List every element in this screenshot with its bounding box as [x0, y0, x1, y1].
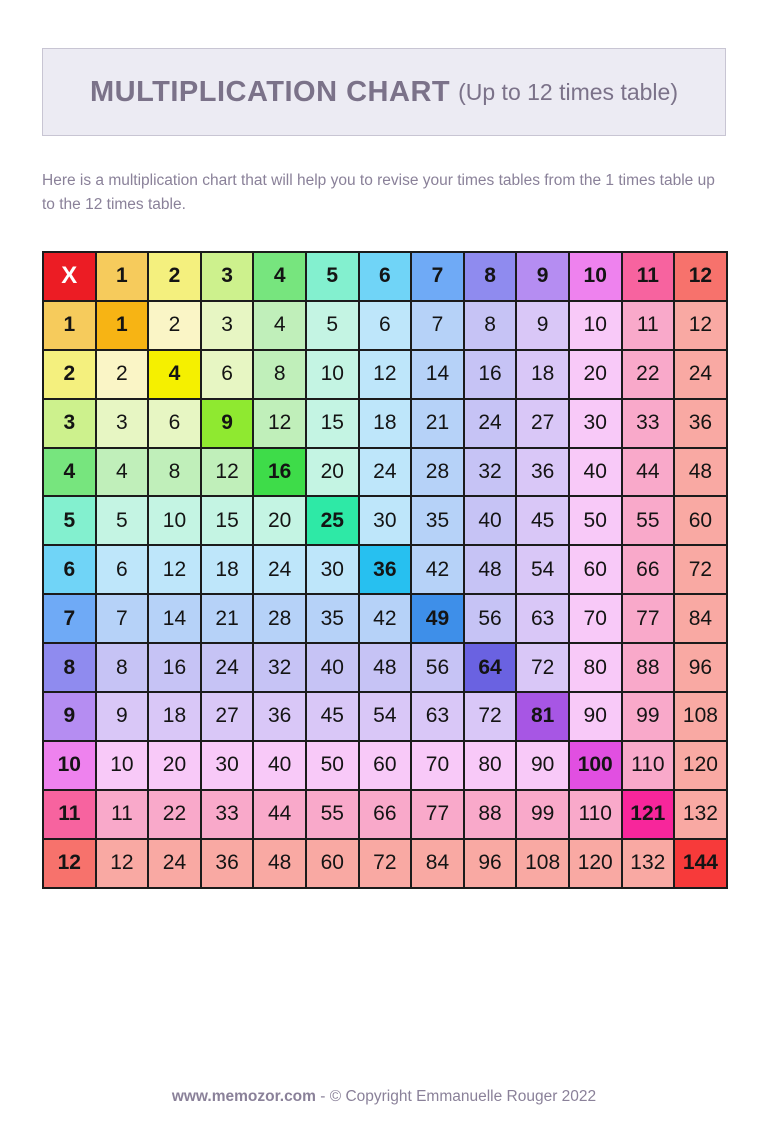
cell-4x9: 36 [516, 448, 569, 497]
cell-4x1: 4 [96, 448, 149, 497]
cell-12x9: 108 [516, 839, 569, 888]
column-header-2: 2 [148, 252, 201, 301]
cell-9x4: 36 [253, 692, 306, 741]
cell-11x6: 66 [359, 790, 412, 839]
cell-8x11: 88 [622, 643, 675, 692]
cell-10x7: 70 [411, 741, 464, 790]
cell-11x2: 22 [148, 790, 201, 839]
cell-1x6: 6 [359, 301, 412, 350]
cell-10x10: 100 [569, 741, 622, 790]
column-header-3: 3 [201, 252, 254, 301]
website-text: www.memozor.com [171, 1088, 316, 1105]
cell-8x1: 8 [96, 643, 149, 692]
table-row [43, 496, 727, 545]
cell-12x11: 132 [622, 839, 675, 888]
cell-5x10: 50 [569, 496, 622, 545]
page [0, 48, 768, 1134]
cell-1x9: 9 [516, 301, 569, 350]
cell-2x9: 18 [516, 350, 569, 399]
column-header-6: 6 [359, 252, 412, 301]
cell-5x1: 5 [96, 496, 149, 545]
cell-7x4: 28 [253, 594, 306, 643]
cell-10x12: 120 [674, 741, 727, 790]
cell-5x7: 35 [411, 496, 464, 545]
cell-7x10: 70 [569, 594, 622, 643]
table-row [43, 545, 727, 594]
cell-2x2: 4 [148, 350, 201, 399]
cell-6x6: 36 [359, 545, 412, 594]
cell-8x8: 64 [464, 643, 517, 692]
cell-10x3: 30 [201, 741, 254, 790]
cell-1x10: 10 [569, 301, 622, 350]
cell-6x12: 72 [674, 545, 727, 594]
cell-12x10: 120 [569, 839, 622, 888]
row-header-11: 11 [43, 790, 96, 839]
cell-6x3: 18 [201, 545, 254, 594]
table-row [43, 643, 727, 692]
column-header-9: 9 [516, 252, 569, 301]
row-header-3: 3 [43, 399, 96, 448]
cell-6x2: 12 [148, 545, 201, 594]
cell-2x11: 22 [622, 350, 675, 399]
column-header-7: 7 [411, 252, 464, 301]
cell-8x6: 48 [359, 643, 412, 692]
column-header-5: 5 [306, 252, 359, 301]
cell-11x7: 77 [411, 790, 464, 839]
cell-5x3: 15 [201, 496, 254, 545]
cell-3x11: 33 [622, 399, 675, 448]
cell-5x12: 60 [674, 496, 727, 545]
cell-1x12: 12 [674, 301, 727, 350]
title-banner [42, 48, 726, 136]
cell-9x6: 54 [359, 692, 412, 741]
cell-3x3: 9 [201, 399, 254, 448]
cell-8x10: 80 [569, 643, 622, 692]
cell-5x11: 55 [622, 496, 675, 545]
cell-1x3: 3 [201, 301, 254, 350]
cell-1x7: 7 [411, 301, 464, 350]
cell-3x6: 18 [359, 399, 412, 448]
cell-7x7: 49 [411, 594, 464, 643]
cell-11x10: 110 [569, 790, 622, 839]
cell-2x7: 14 [411, 350, 464, 399]
cell-1x11: 11 [622, 301, 675, 350]
cell-4x6: 24 [359, 448, 412, 497]
cell-8x4: 32 [253, 643, 306, 692]
cell-1x4: 4 [253, 301, 306, 350]
cell-5x5: 25 [306, 496, 359, 545]
cell-9x5: 45 [306, 692, 359, 741]
cell-9x1: 9 [96, 692, 149, 741]
table-row [43, 594, 727, 643]
cell-11x4: 44 [253, 790, 306, 839]
cell-12x12: 144 [674, 839, 727, 888]
cell-11x11: 121 [622, 790, 675, 839]
cell-10x4: 40 [253, 741, 306, 790]
cell-10x9: 90 [516, 741, 569, 790]
corner-cell: X [43, 252, 96, 301]
cell-9x12: 108 [674, 692, 727, 741]
column-header-1: 1 [96, 252, 149, 301]
cell-2x10: 20 [569, 350, 622, 399]
cell-5x9: 45 [516, 496, 569, 545]
cell-12x2: 24 [148, 839, 201, 888]
cell-4x11: 44 [622, 448, 675, 497]
cell-11x9: 99 [516, 790, 569, 839]
cell-1x5: 5 [306, 301, 359, 350]
table-row [43, 741, 727, 790]
row-header-1: 1 [43, 301, 96, 350]
cell-3x8: 24 [464, 399, 517, 448]
cell-5x4: 20 [253, 496, 306, 545]
row-header-10: 10 [43, 741, 96, 790]
table-row [43, 350, 727, 399]
cell-12x3: 36 [201, 839, 254, 888]
cell-4x12: 48 [674, 448, 727, 497]
cell-7x9: 63 [516, 594, 569, 643]
copyright-text: - © Copyright Emmanuelle Rouger 2022 [315, 1088, 597, 1105]
table-header-row [43, 252, 727, 301]
cell-8x9: 72 [516, 643, 569, 692]
cell-12x7: 84 [411, 839, 464, 888]
table-row [43, 692, 727, 741]
table-row [43, 790, 727, 839]
cell-4x7: 28 [411, 448, 464, 497]
cell-6x10: 60 [569, 545, 622, 594]
column-header-4: 4 [253, 252, 306, 301]
footer [0, 1088, 768, 1106]
cell-2x3: 6 [201, 350, 254, 399]
page-title: MULTIPLICATION CHART [90, 75, 451, 108]
cell-4x3: 12 [201, 448, 254, 497]
table-row [43, 399, 727, 448]
cell-10x6: 60 [359, 741, 412, 790]
cell-2x4: 8 [253, 350, 306, 399]
column-header-10: 10 [569, 252, 622, 301]
cell-11x8: 88 [464, 790, 517, 839]
row-header-6: 6 [43, 545, 96, 594]
cell-4x2: 8 [148, 448, 201, 497]
cell-7x12: 84 [674, 594, 727, 643]
cell-8x3: 24 [201, 643, 254, 692]
row-header-8: 8 [43, 643, 96, 692]
cell-10x2: 20 [148, 741, 201, 790]
cell-6x1: 6 [96, 545, 149, 594]
column-header-11: 11 [622, 252, 675, 301]
multiplication-table [42, 251, 728, 889]
cell-1x2: 2 [148, 301, 201, 350]
cell-1x1: 1 [96, 301, 149, 350]
column-header-8: 8 [464, 252, 517, 301]
cell-10x5: 50 [306, 741, 359, 790]
table-row [43, 301, 727, 350]
cell-9x11: 99 [622, 692, 675, 741]
cell-6x8: 48 [464, 545, 517, 594]
cell-7x8: 56 [464, 594, 517, 643]
cell-6x7: 42 [411, 545, 464, 594]
cell-5x6: 30 [359, 496, 412, 545]
cell-4x4: 16 [253, 448, 306, 497]
cell-9x2: 18 [148, 692, 201, 741]
row-header-4: 4 [43, 448, 96, 497]
cell-2x12: 24 [674, 350, 727, 399]
row-header-5: 5 [43, 496, 96, 545]
cell-7x11: 77 [622, 594, 675, 643]
cell-7x3: 21 [201, 594, 254, 643]
cell-6x5: 30 [306, 545, 359, 594]
cell-4x10: 40 [569, 448, 622, 497]
cell-8x5: 40 [306, 643, 359, 692]
cell-9x3: 27 [201, 692, 254, 741]
cell-7x5: 35 [306, 594, 359, 643]
cell-6x11: 66 [622, 545, 675, 594]
cell-4x8: 32 [464, 448, 517, 497]
cell-10x8: 80 [464, 741, 517, 790]
cell-2x1: 2 [96, 350, 149, 399]
cell-4x5: 20 [306, 448, 359, 497]
cell-10x11: 110 [622, 741, 675, 790]
cell-6x4: 24 [253, 545, 306, 594]
cell-7x2: 14 [148, 594, 201, 643]
page-subtitle: (Up to 12 times table) [458, 78, 678, 105]
cell-7x6: 42 [359, 594, 412, 643]
cell-9x9: 81 [516, 692, 569, 741]
cell-12x8: 96 [464, 839, 517, 888]
cell-2x6: 12 [359, 350, 412, 399]
cell-3x1: 3 [96, 399, 149, 448]
cell-11x12: 132 [674, 790, 727, 839]
cell-11x1: 11 [96, 790, 149, 839]
cell-10x1: 10 [96, 741, 149, 790]
cell-9x7: 63 [411, 692, 464, 741]
cell-1x8: 8 [464, 301, 517, 350]
cell-9x8: 72 [464, 692, 517, 741]
cell-6x9: 54 [516, 545, 569, 594]
cell-2x8: 16 [464, 350, 517, 399]
cell-8x12: 96 [674, 643, 727, 692]
cell-11x5: 55 [306, 790, 359, 839]
cell-12x5: 60 [306, 839, 359, 888]
description-text: Here is a multiplication chart that will help you to revise your times tables from the 1 times table up to the 12 times table. [42, 172, 715, 214]
cell-3x12: 36 [674, 399, 727, 448]
row-header-7: 7 [43, 594, 96, 643]
cell-9x10: 90 [569, 692, 622, 741]
cell-3x9: 27 [516, 399, 569, 448]
cell-3x7: 21 [411, 399, 464, 448]
cell-12x6: 72 [359, 839, 412, 888]
table-row [43, 448, 727, 497]
cell-2x5: 10 [306, 350, 359, 399]
cell-5x8: 40 [464, 496, 517, 545]
cell-3x10: 30 [569, 399, 622, 448]
row-header-2: 2 [43, 350, 96, 399]
table-row [43, 839, 727, 888]
cell-8x7: 56 [411, 643, 464, 692]
cell-3x5: 15 [306, 399, 359, 448]
row-header-9: 9 [43, 692, 96, 741]
cell-12x1: 12 [96, 839, 149, 888]
cell-8x2: 16 [148, 643, 201, 692]
column-header-12: 12 [674, 252, 727, 301]
row-header-12: 12 [43, 839, 96, 888]
cell-5x2: 10 [148, 496, 201, 545]
cell-12x4: 48 [253, 839, 306, 888]
cell-3x4: 12 [253, 399, 306, 448]
cell-3x2: 6 [148, 399, 201, 448]
cell-7x1: 7 [96, 594, 149, 643]
cell-11x3: 33 [201, 790, 254, 839]
